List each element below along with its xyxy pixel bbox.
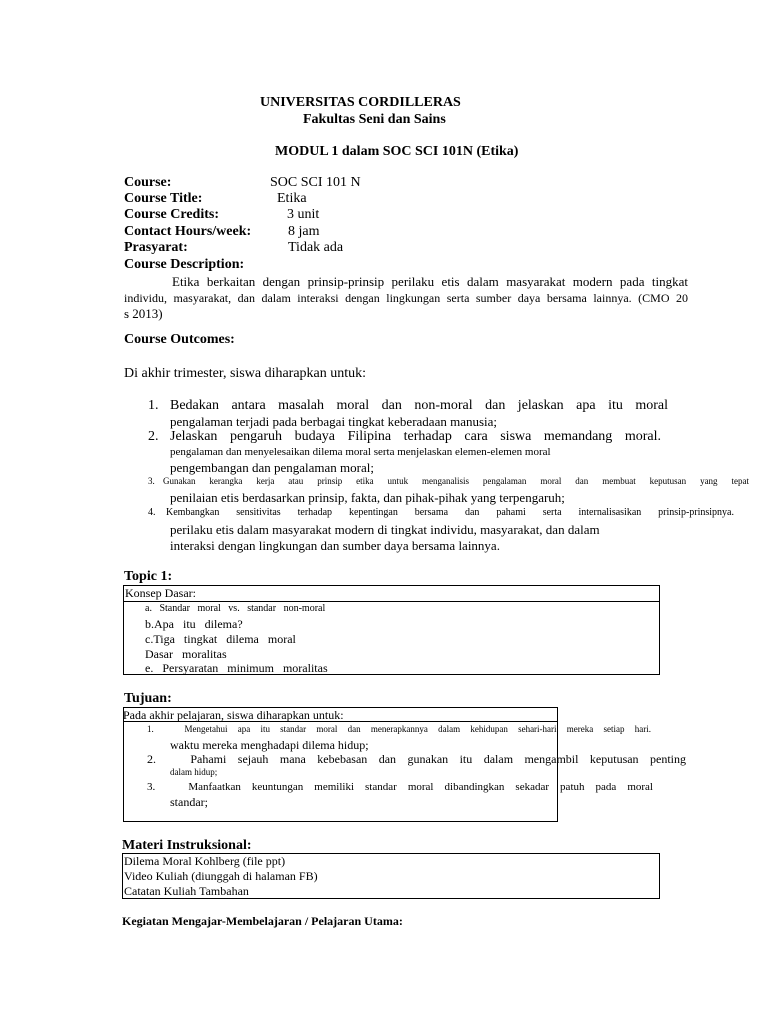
course-title-value: Etika [277,191,307,206]
topic-heading: Topic 1: [124,569,173,584]
course-title-label: Course Title: [124,191,203,206]
kegiatan-heading: Kegiatan Mengajar-Membelajaran / Pelajaran Utama: [122,914,403,928]
description-line-3: s 2013) [124,306,163,321]
contact-hours-value: 8 jam [288,224,320,239]
tujuan-item-2-line-1: 2. Pahami sejauh mana kebebasan dan gunakan itu dalam mengambil keputusan penting [147,752,686,766]
course-value: SOC SCI 101 N [270,175,361,190]
outcome-3-line-1: Gunakan kerangka kerja atau prinsip etika untuk menganalisis pengalaman moral dan membuat keputusan yang tepat [163,476,749,486]
description-line-1: Etika berkaitan dengan prinsip-prinsip perilaku etis dalam masyarakat modern pada tingkat [172,274,688,289]
outcome-2-line-3: pengembangan dan pengalaman moral; [170,460,374,475]
prerequisite-label: Prasyarat: [124,240,188,255]
topic-item: b.Apa itu dilema? [145,617,243,631]
outcomes-intro: Di akhir trimester, siswa diharapkan untuk: [124,366,367,381]
outcome-number-4: 4. [148,507,156,518]
outcome-4-line-3: interaksi dengan lingkungan dan sumber daya bersama lainnya. [170,538,500,553]
topic-item: e. Persyaratan minimum moralitas [145,661,328,675]
topic-item: Dasar moralitas [145,647,227,661]
topic-item: c.Tiga tingkat dilema moral [145,632,296,646]
outcome-3-line-2: penilaian etis berdasarkan prinsip, fakta, dan pihak-pihak yang terpengaruh; [170,490,565,505]
module-title: MODUL 1 dalam SOC SCI 101N (Etika) [275,144,519,159]
course-label: Course: [124,175,172,190]
course-credits-value: 3 unit [287,207,320,222]
outcome-4-line-2: perilaku etis dalam masyarakat modern di tingkat individu, masyarakat, dan dalam [170,522,600,537]
topic-box-title: Konsep Dasar: [125,586,196,600]
tujuan-item-3-line-2: standar; [170,795,208,809]
topic-item: a. Standar moral vs. standar non-moral [145,603,326,614]
materi-item: Catatan Kuliah Tambahan [124,884,249,898]
outcome-2-line-1: Jelaskan pengaruh budaya Filipina terhadap cara siswa memandang moral. [170,429,661,444]
topic-box-divider [123,601,660,602]
tujuan-item-2-line-2: dalam hidup; [170,767,218,777]
prerequisite-value: Tidak ada [288,240,344,255]
outcome-1-line-2: pengalaman terjadi pada berbagai tingkat keberadaan manusia; [170,414,498,429]
outcome-2-line-2: pengalaman dan menyelesaikan dilema moral serta menjelaskan elemen-elemen moral [170,446,551,458]
tujuan-item-1-line-1: 1. Mengetahui apa itu standar moral dan menerapkannya dalam kehidupan sehari-hari mereka setiap hari. [147,724,651,734]
outcome-4-line-1: Kembangkan sensitivitas terhadap kepentingan bersama dan pahami serta internalisasikan prinsip-prinsipnya. [166,507,734,518]
contact-hours-label: Contact Hours/week: [124,224,252,239]
description-label: Course Description: [124,257,245,272]
materi-item: Dilema Moral Kohlberg (file ppt) [124,854,286,868]
outcome-number-3: 3. [148,476,155,486]
outcome-number-1: 1. [148,398,159,413]
outcome-1-line-1: Bedakan antara masalah moral dan non-moral dan jelaskan apa itu moral [170,398,668,413]
outcome-number-2: 2. [148,429,159,444]
tujuan-heading: Tujuan: [124,691,172,706]
university-name: UNIVERSITAS CORDILLERAS [260,95,461,110]
course-credits-label: Course Credits: [124,207,220,222]
outcomes-heading: Course Outcomes: [124,332,235,347]
tujuan-item-3-line-1: 3. Manfaatkan keuntungan memiliki standar moral dibandingkan sekadar patuh pada moral [147,781,653,793]
description-line-2: individu, masyarakat, dan dalam interaksi dengan lingkungan serta sumber daya bersama lainnya. (CMO 20 [124,291,688,305]
tujuan-box-title: Pada akhir pelajaran, siswa diharapkan untuk: [123,708,344,722]
faculty-name: Fakultas Seni dan Sains [303,112,446,127]
tujuan-item-1-line-2: waktu mereka menghadapi dilema hidup; [170,738,369,752]
materi-heading: Materi Instruksional: [122,838,252,853]
materi-item: Video Kuliah (diunggah di halaman FB) [124,869,318,883]
